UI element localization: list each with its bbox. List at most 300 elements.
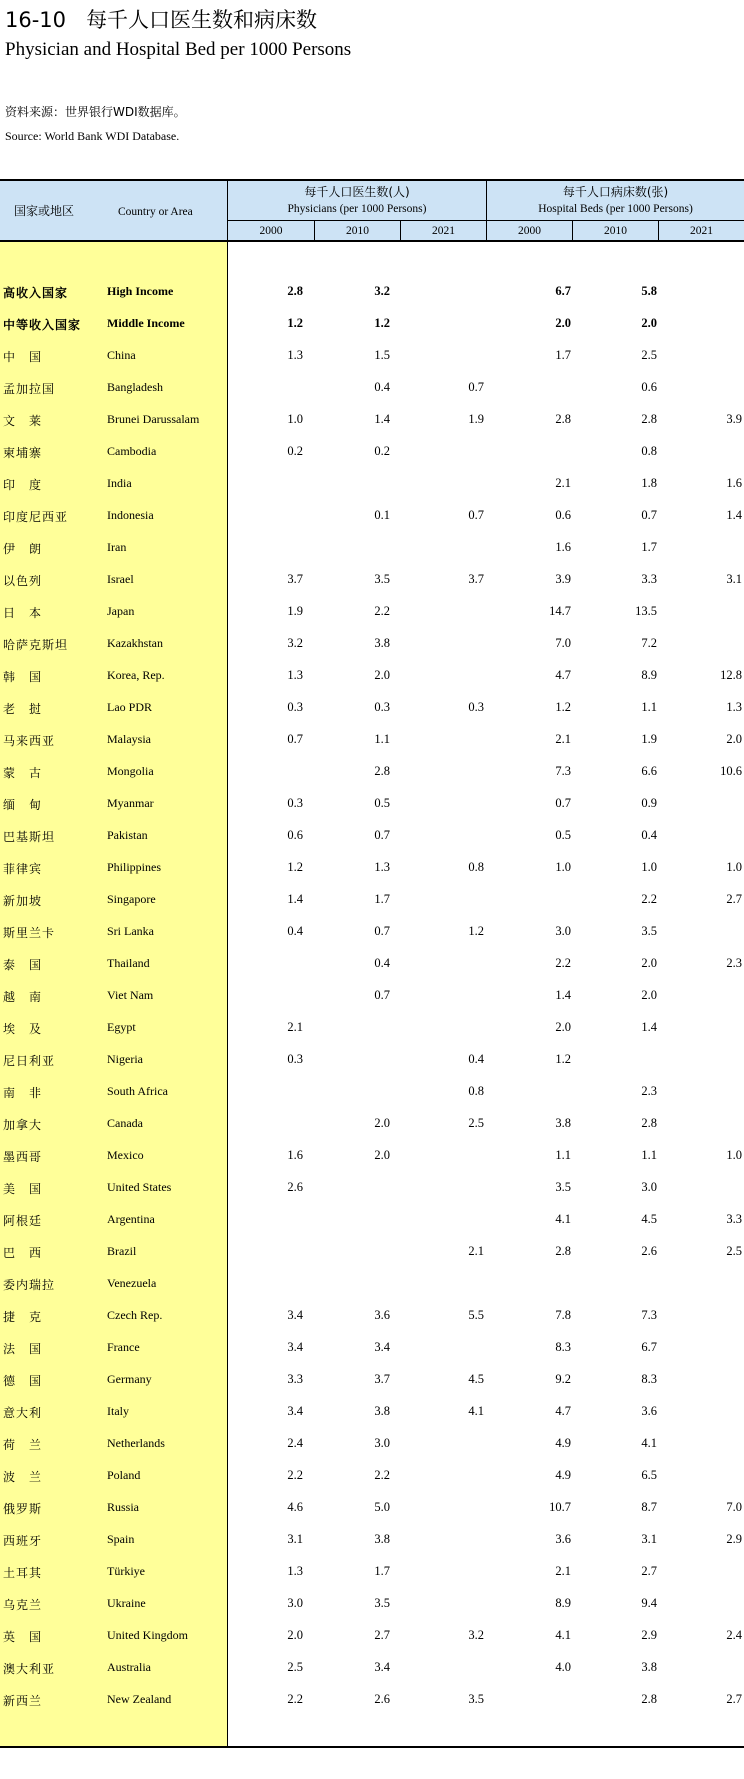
value-cell: 9.2 [555,1372,571,1386]
value-cell: 0.2 [374,444,390,458]
value-cell: 0.4 [374,956,390,970]
value-cell: 7.8 [555,1308,571,1322]
value-cell: 2.5 [726,1244,742,1258]
value-cell: 0.6 [555,508,571,522]
country-name-en: Türkiye [107,1564,145,1578]
country-name-en: France [107,1340,140,1354]
header-bottom-rule [0,240,744,242]
header-beds-cn: 每千人口病床数(张) [562,185,669,199]
value-cell: 2.1 [555,1564,571,1578]
value-cell: 1.4 [287,892,303,906]
country-name-cn: 韩 国 [3,670,43,684]
value-cell: 2.0 [641,956,657,970]
value-cell: 5.0 [374,1500,390,1514]
country-name-cn: 孟加拉国 [3,382,56,396]
country-name-en: Poland [107,1468,141,1482]
country-name-cn: 尼日利亚 [3,1054,56,1068]
value-cell: 3.4 [287,1340,303,1354]
table-row [0,756,744,788]
value-cell: 3.4 [287,1404,303,1418]
value-cell: 1.0 [287,412,303,426]
country-name-en: Singapore [107,892,156,906]
value-cell: 4.1 [641,1436,657,1450]
value-cell: 1.2 [374,316,390,330]
country-name-cn: 斯里兰卡 [3,926,56,940]
source-cn: 资料来源：世界银行WDI数据库。 [5,105,186,119]
value-cell: 2.5 [287,1660,303,1674]
value-cell: 0.3 [287,796,303,810]
table-row [0,628,744,660]
country-name-cn: 南 非 [3,1086,43,1100]
country-name-en: Egypt [107,1020,136,1034]
value-cell: 3.8 [374,636,390,650]
value-cell: 0.7 [468,380,484,394]
country-name-cn: 新西兰 [3,1694,43,1708]
value-cell: 3.0 [555,924,571,938]
value-cell: 2.8 [287,284,303,298]
value-cell: 0.3 [468,700,484,714]
value-cell: 8.9 [641,668,657,682]
value-cell: 1.4 [555,988,571,1002]
table-row [0,1300,744,1332]
value-cell: 1.0 [726,1148,742,1162]
value-cell: 0.4 [468,1052,484,1066]
value-cell: 2.7 [641,1564,657,1578]
value-cell: 3.5 [468,1692,484,1706]
value-cell: 12.8 [720,668,742,682]
value-cell: 1.1 [641,700,657,714]
country-name-en: China [107,348,136,362]
header-country-cn: 国家或地区 [14,204,75,218]
value-cell: 1.8 [641,476,657,490]
value-cell: 1.9 [468,412,484,426]
value-cell: 3.7 [468,572,484,586]
value-cell: 1.6 [555,540,571,554]
value-cell: 7.3 [641,1308,657,1322]
country-name-cn: 荷 兰 [3,1438,43,1452]
country-name-cn: 土耳其 [3,1566,43,1580]
value-cell: 3.5 [641,924,657,938]
page-title-en: Physician and Hospital Bed per 1000 Persons [5,39,352,60]
value-cell: 7.0 [555,636,571,650]
value-cell: 3.6 [374,1308,390,1322]
country-name-cn: 哈萨克斯坦 [3,638,69,652]
value-cell: 10.7 [549,1500,571,1514]
table-body [0,276,744,1716]
title-cn-text: 每千人口医生数和病床数 [86,8,318,32]
country-name-en: Mexico [107,1148,144,1162]
country-name-en: Myanmar [107,796,154,810]
country-name-cn: 中等收入国家 [3,318,82,332]
table-row [0,276,744,308]
value-cell: 2.0 [555,316,571,330]
table-bottom-rule [0,1746,744,1748]
table-row [0,1556,744,1588]
country-name-en: Australia [107,1660,151,1674]
country-name-en: Kazakhstan [107,636,163,650]
value-cell: 4.7 [555,668,571,682]
country-name-cn: 马来西亚 [3,734,56,748]
value-cell: 3.3 [641,572,657,586]
value-cell: 0.6 [287,828,303,842]
value-cell: 6.7 [641,1340,657,1354]
year-header: 2000 [518,225,541,237]
value-cell: 2.1 [555,732,571,746]
value-cell: 2.2 [374,604,390,618]
value-cell: 2.0 [641,988,657,1002]
value-cell: 1.2 [287,316,303,330]
value-cell: 2.0 [726,732,742,746]
value-cell: 5.8 [641,284,657,298]
country-name-cn: 柬埔寨 [3,446,43,460]
table-row [0,884,744,916]
table-row [0,852,744,884]
value-cell: 2.3 [641,1084,657,1098]
country-name-cn: 澳大利亚 [3,1662,56,1676]
value-cell: 2.2 [374,1468,390,1482]
country-name-en: Japan [107,604,135,618]
table-row [0,1620,744,1652]
table-row [0,1364,744,1396]
table-row [0,980,744,1012]
country-name-cn: 巴基斯坦 [3,830,56,844]
value-cell: 2.0 [641,316,657,330]
table-row [0,372,744,404]
header-physicians-en: Physicians (per 1000 Persons) [287,203,427,215]
country-name-en: Brazil [107,1244,137,1258]
value-cell: 4.1 [468,1404,484,1418]
table-row [0,948,744,980]
value-cell: 1.2 [555,1052,571,1066]
header-beds-en: Hospital Beds (per 1000 Persons) [538,203,693,215]
table-row [0,308,744,340]
table-row [0,1684,744,1716]
country-name-en: Nigeria [107,1052,143,1066]
header-physicians-cn: 每千人口医生数(人) [304,185,410,199]
country-name-cn: 新加坡 [3,894,43,908]
value-cell: 2.5 [641,348,657,362]
value-cell: 2.2 [287,1468,303,1482]
country-name-en: Netherlands [107,1436,165,1450]
value-cell: 1.4 [374,412,390,426]
value-cell: 8.3 [555,1340,571,1354]
country-name-en: Argentina [107,1212,155,1226]
country-name-en: India [107,476,132,490]
value-cell: 14.7 [549,604,571,618]
country-name-en: Venezuela [107,1276,157,1290]
country-name-cn: 法 国 [3,1342,43,1356]
country-name-en: Lao PDR [107,700,152,714]
value-cell: 3.0 [287,1596,303,1610]
country-name-cn: 德 国 [3,1374,43,1388]
country-name-cn: 泰 国 [3,958,43,972]
value-cell: 2.2 [287,1692,303,1706]
country-name-en: United Kingdom [107,1628,188,1642]
value-cell: 3.2 [468,1628,484,1642]
country-name-cn: 菲律宾 [3,862,43,876]
value-cell: 3.5 [374,572,390,586]
value-cell: 2.8 [641,412,657,426]
value-cell: 0.8 [641,444,657,458]
value-cell: 0.7 [374,924,390,938]
value-cell: 4.5 [468,1372,484,1386]
value-cell: 1.3 [726,700,742,714]
country-name-cn: 美 国 [3,1182,43,1196]
country-name-cn: 阿根廷 [3,1214,43,1228]
value-cell: 1.0 [641,860,657,874]
country-name-en: Viet Nam [107,988,154,1002]
value-cell: 3.5 [555,1180,571,1194]
value-cell: 2.6 [287,1180,303,1194]
table-row [0,1236,744,1268]
source-en: Source: World Bank WDI Database. [5,129,180,143]
value-cell: 3.4 [374,1660,390,1674]
country-name-cn: 印 度 [3,478,43,492]
value-cell: 0.7 [641,508,657,522]
value-cell: 2.0 [287,1628,303,1642]
value-cell: 1.1 [555,1148,571,1162]
value-cell: 0.7 [374,988,390,1002]
value-cell: 1.0 [726,860,742,874]
value-cell: 4.1 [555,1628,571,1642]
value-cell: 3.0 [641,1180,657,1194]
table-row [0,788,744,820]
value-cell: 2.0 [374,1116,390,1130]
value-cell: 2.8 [555,412,571,426]
value-cell: 0.8 [468,860,484,874]
value-cell: 4.7 [555,1404,571,1418]
country-name-cn: 巴 西 [3,1246,43,1260]
value-cell: 6.7 [555,284,571,298]
value-cell: 7.3 [555,764,571,778]
value-cell: 1.6 [726,476,742,490]
value-cell: 3.2 [374,284,390,298]
table-row [0,500,744,532]
country-name-en: Korea, Rep. [107,668,165,682]
value-cell: 1.3 [287,668,303,682]
value-cell: 1.4 [641,1020,657,1034]
value-cell: 7.0 [726,1500,742,1514]
table-row [0,724,744,756]
value-cell: 0.3 [287,700,303,714]
country-name-cn: 缅 甸 [3,798,43,812]
value-cell: 7.2 [641,636,657,650]
table-row [0,1204,744,1236]
page-title-cn [5,4,317,34]
country-name-en: Cambodia [107,444,157,458]
value-cell: 2.1 [468,1244,484,1258]
value-cell: 2.8 [374,764,390,778]
value-cell: 1.3 [287,348,303,362]
value-cell: 3.7 [287,572,303,586]
country-name-cn: 英 国 [3,1630,43,1644]
value-cell: 1.7 [374,1564,390,1578]
table-row [0,1012,744,1044]
table-row [0,916,744,948]
table-row [0,820,744,852]
table-row [0,1588,744,1620]
country-name-en: Germany [107,1372,152,1386]
country-name-cn: 日 本 [3,606,43,620]
value-cell: 1.6 [287,1148,303,1162]
value-cell: 1.7 [641,540,657,554]
table-row [0,340,744,372]
value-cell: 2.3 [726,956,742,970]
value-cell: 2.7 [726,892,742,906]
value-cell: 2.6 [641,1244,657,1258]
value-cell: 1.1 [641,1148,657,1162]
value-cell: 4.1 [555,1212,571,1226]
value-cell: 1.5 [374,348,390,362]
value-cell: 2.7 [726,1692,742,1706]
value-cell: 2.7 [374,1628,390,1642]
value-cell: 3.4 [374,1340,390,1354]
year-header: 2010 [604,225,627,237]
value-cell: 0.4 [287,924,303,938]
value-cell: 8.3 [641,1372,657,1386]
country-name-en: High Income [107,284,174,298]
value-cell: 3.9 [726,412,742,426]
year-header: 2021 [690,225,713,237]
value-cell: 0.2 [287,444,303,458]
value-cell: 2.6 [374,1692,390,1706]
header-country-en: Country or Area [118,206,193,218]
value-cell: 1.9 [287,604,303,618]
table-row [0,436,744,468]
value-cell: 2.0 [374,668,390,682]
country-name-cn: 伊 朗 [3,542,43,556]
country-name-en: Brunei Darussalam [107,412,200,426]
value-cell: 0.5 [555,828,571,842]
value-cell: 3.8 [374,1532,390,1546]
country-name-cn: 印度尼西亚 [3,510,69,524]
table-number: 16-10 [5,8,67,32]
country-name-cn: 捷 克 [3,1310,43,1324]
value-cell: 13.5 [635,604,657,618]
value-cell: 1.1 [374,732,390,746]
value-cell: 2.8 [641,1692,657,1706]
country-name-cn: 越 南 [3,990,43,1004]
value-cell: 2.9 [726,1532,742,1546]
table-row [0,1108,744,1140]
value-cell: 9.4 [641,1596,657,1610]
value-cell: 0.7 [555,796,571,810]
value-cell: 1.3 [287,1564,303,1578]
country-name-en: United States [107,1180,172,1194]
value-cell: 6.6 [641,764,657,778]
year-header: 2010 [346,225,369,237]
country-name-en: Mongolia [107,764,154,778]
table-top-rule [0,179,744,181]
country-name-cn: 以色列 [3,574,43,588]
value-cell: 0.8 [468,1084,484,1098]
value-cell: 0.5 [374,796,390,810]
country-name-cn: 委内瑞拉 [3,1278,56,1292]
table-row [0,468,744,500]
value-cell: 1.7 [374,892,390,906]
country-name-en: Czech Rep. [107,1308,163,1322]
value-cell: 2.5 [468,1116,484,1130]
table-row [0,660,744,692]
value-cell: 3.3 [287,1372,303,1386]
table-row [0,1396,744,1428]
country-name-cn: 意大利 [3,1406,43,1420]
country-name-cn: 加拿大 [3,1118,43,1132]
value-cell: 2.9 [641,1628,657,1642]
value-cell: 0.3 [287,1052,303,1066]
country-name-cn: 俄罗斯 [3,1502,43,1516]
value-cell: 2.2 [641,892,657,906]
value-cell: 3.7 [374,1372,390,1386]
country-name-en: Middle Income [107,316,185,330]
country-name-en: South Africa [107,1084,168,1098]
value-cell: 3.6 [641,1404,657,1418]
country-name-cn: 文 莱 [3,414,43,428]
value-cell: 8.7 [641,1500,657,1514]
value-cell: 3.5 [374,1596,390,1610]
table-row [0,532,744,564]
value-cell: 1.0 [555,860,571,874]
country-name-en: Italy [107,1404,129,1418]
value-cell: 4.9 [555,1436,571,1450]
table-row [0,1428,744,1460]
value-cell: 2.8 [641,1116,657,1130]
value-cell: 3.8 [374,1404,390,1418]
year-header: 2021 [432,225,455,237]
table-row [0,1268,744,1300]
value-cell: 3.1 [287,1532,303,1546]
value-cell: 1.2 [468,924,484,938]
country-name-cn: 蒙 古 [3,766,43,780]
value-cell: 0.7 [468,508,484,522]
value-cell: 2.1 [287,1020,303,1034]
value-cell: 1.9 [641,732,657,746]
value-cell: 2.1 [555,476,571,490]
value-cell: 0.1 [374,508,390,522]
value-cell: 3.8 [641,1660,657,1674]
country-name-cn: 埃 及 [3,1022,43,1036]
table-row [0,564,744,596]
value-cell: 0.7 [287,732,303,746]
country-name-en: Bangladesh [107,380,163,394]
year-header: 2000 [259,225,283,237]
country-name-cn: 中 国 [3,350,43,364]
value-cell: 2.2 [555,956,571,970]
table-row [0,1492,744,1524]
value-cell: 3.9 [555,572,571,586]
table-row [0,1524,744,1556]
value-cell: 3.4 [287,1308,303,1322]
value-cell: 2.8 [555,1244,571,1258]
value-cell: 2.0 [555,1020,571,1034]
country-name-en: Spain [107,1532,135,1546]
value-cell: 6.5 [641,1468,657,1482]
table-row [0,1044,744,1076]
country-name-cn: 西班牙 [3,1534,43,1548]
value-cell: 0.4 [374,380,390,394]
country-name-cn: 乌克兰 [3,1598,43,1612]
value-cell: 3.3 [726,1212,742,1226]
value-cell: 2.4 [726,1628,742,1642]
value-cell: 4.5 [641,1212,657,1226]
value-cell: 1.4 [726,508,742,522]
value-cell: 0.3 [374,700,390,714]
value-cell: 4.0 [555,1660,571,1674]
table-row [0,1332,744,1364]
value-cell: 2.4 [287,1436,303,1450]
country-name-en: Philippines [107,860,162,874]
country-name-cn: 老 挝 [3,702,43,716]
